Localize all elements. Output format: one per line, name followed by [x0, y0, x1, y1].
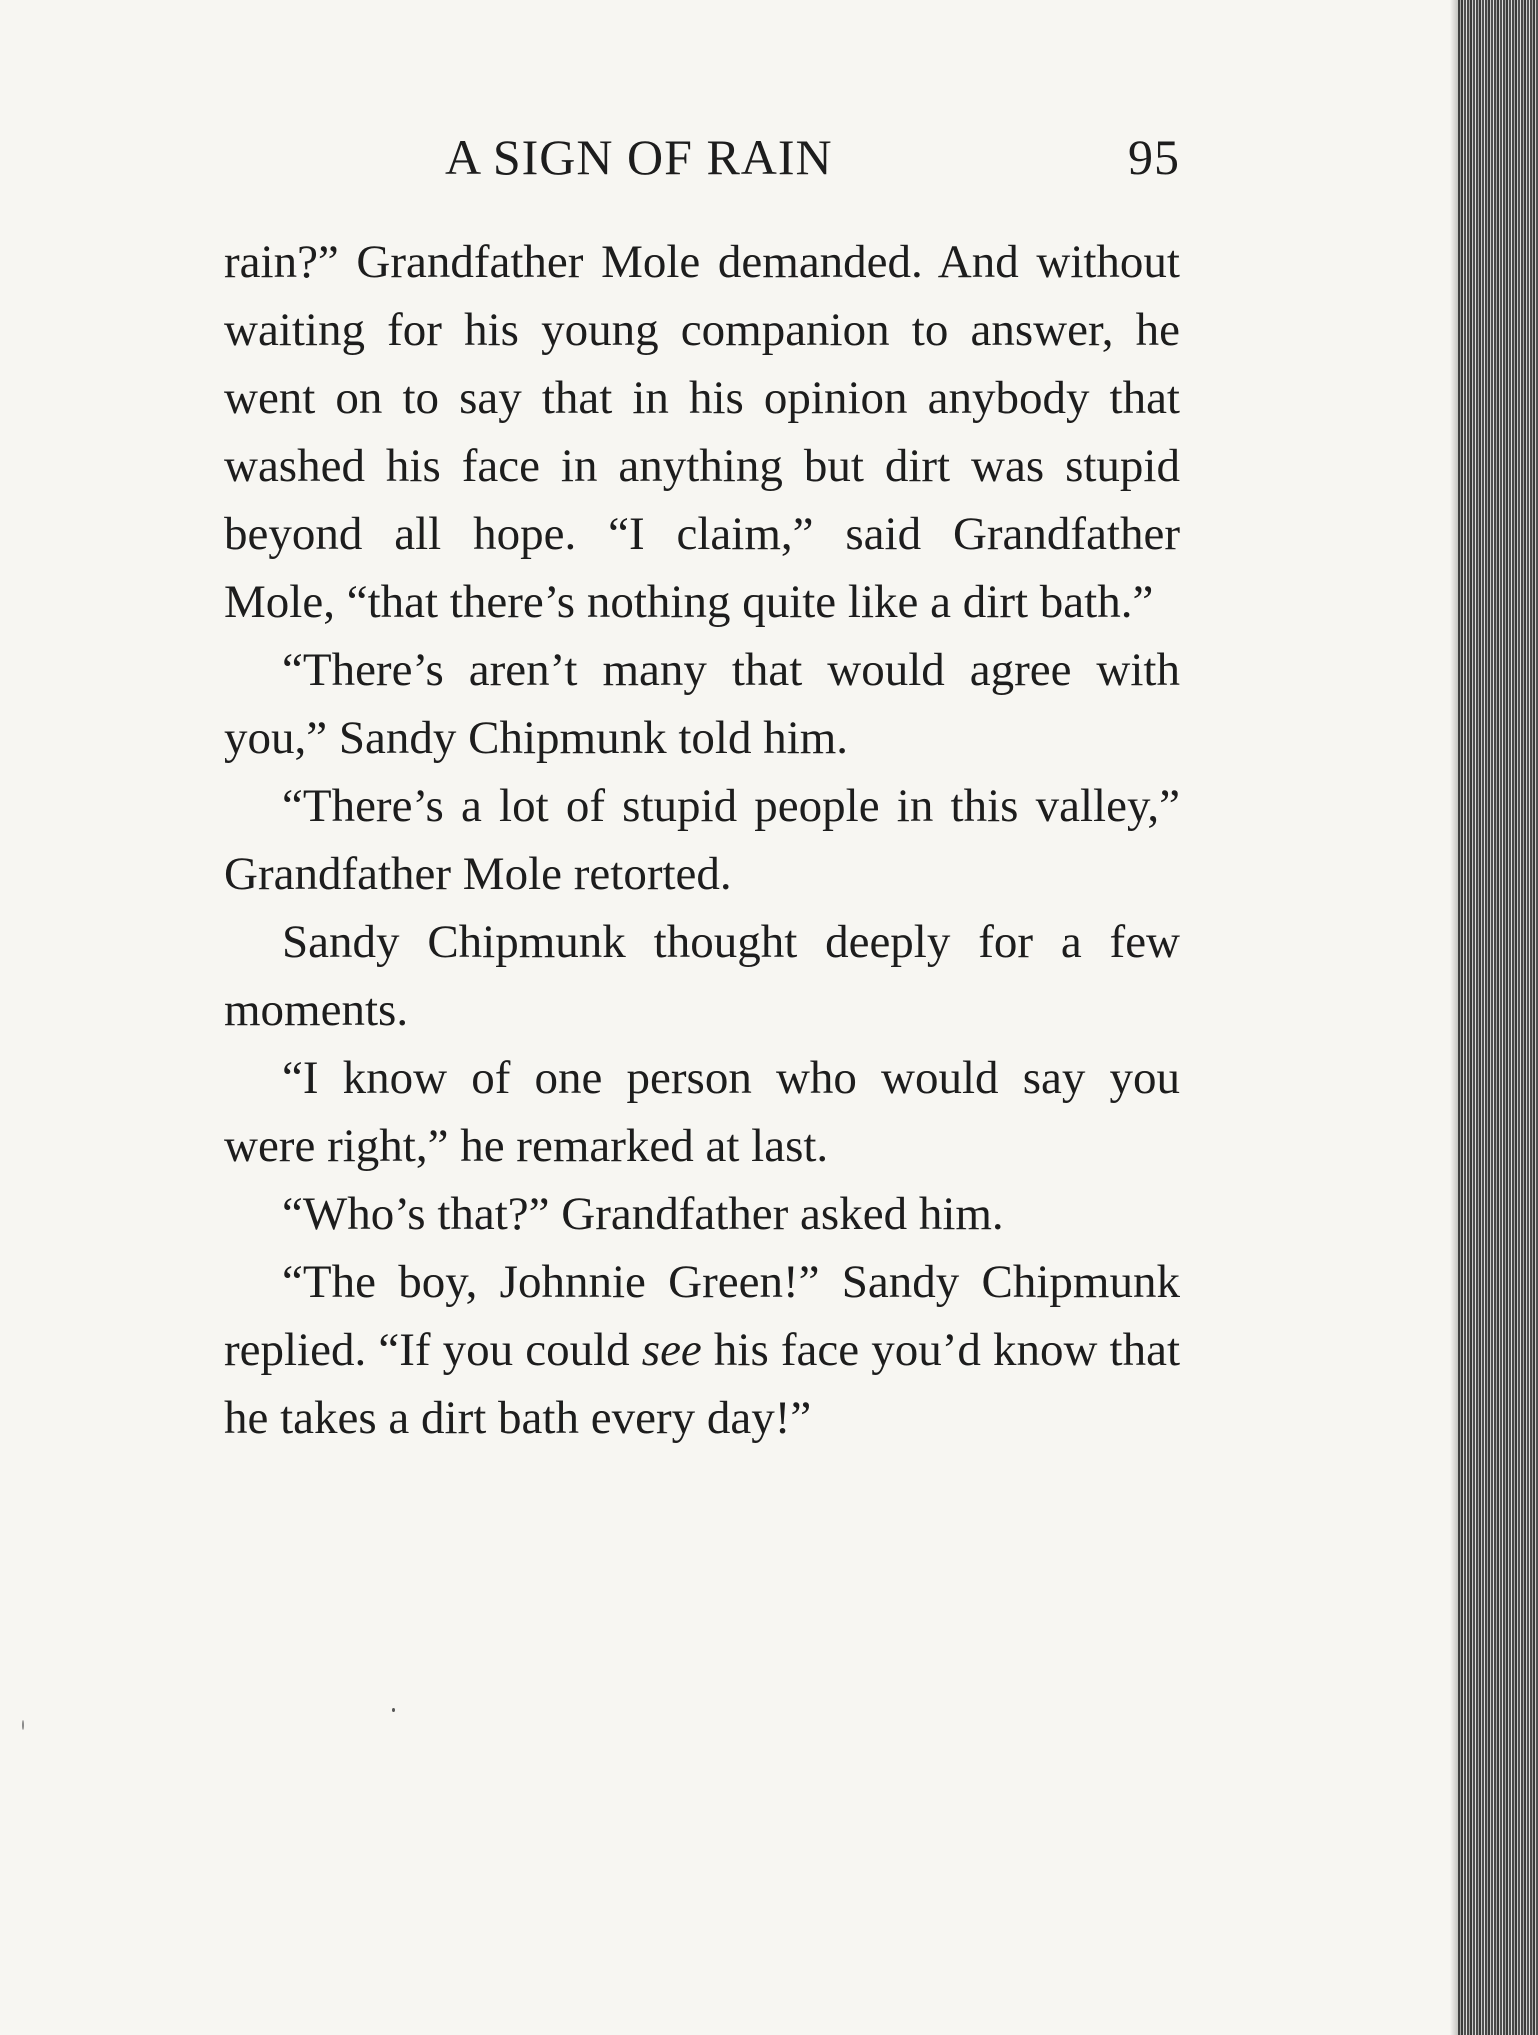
book-spine-edge — [1458, 0, 1538, 2035]
body-text — [224, 228, 1180, 1452]
paragraph: rain?” Grandfather Mole demanded. And without waiting for his young companion to answer, he went on to say that in his opinion anybody that washed his face in anything but dirt was stupid beyond all hope. “I claim,” said Grandfather Mole, “that there’s nothing quite like a dirt bath.” — [224, 236, 1180, 628]
paragraph — [224, 1248, 1180, 1452]
paragraph: “Who’s that?” Grandfather asked him. — [282, 1188, 1004, 1240]
paragraph: “There’s aren’t many that would agree with you,” Sandy Chipmunk told him. — [224, 644, 1180, 764]
paragraph-text: his face you’d know that he takes a dirt bath every day!” — [224, 1324, 1181, 1444]
paragraph: Sandy Chipmunk thought deeply for a few moments. — [224, 916, 1180, 1036]
paragraph: “There’s a lot of stupid people in this valley,” Grandfather Mole retorted. — [224, 780, 1180, 900]
running-head: A SIGN OF RAIN — [445, 129, 833, 185]
page-number: 95 — [1128, 129, 1180, 185]
page-header — [220, 128, 1180, 188]
print-speck — [22, 1720, 24, 1730]
print-speck — [392, 1708, 395, 1712]
paragraph: “I know of one person who would say you were right,” he remarked at last. — [224, 1052, 1180, 1172]
paragraph-text: “The boy, Johnnie Green!” Sandy Chipmunk replied. “If you could — [224, 1256, 1180, 1376]
emphasized-word: see — [641, 1324, 702, 1376]
